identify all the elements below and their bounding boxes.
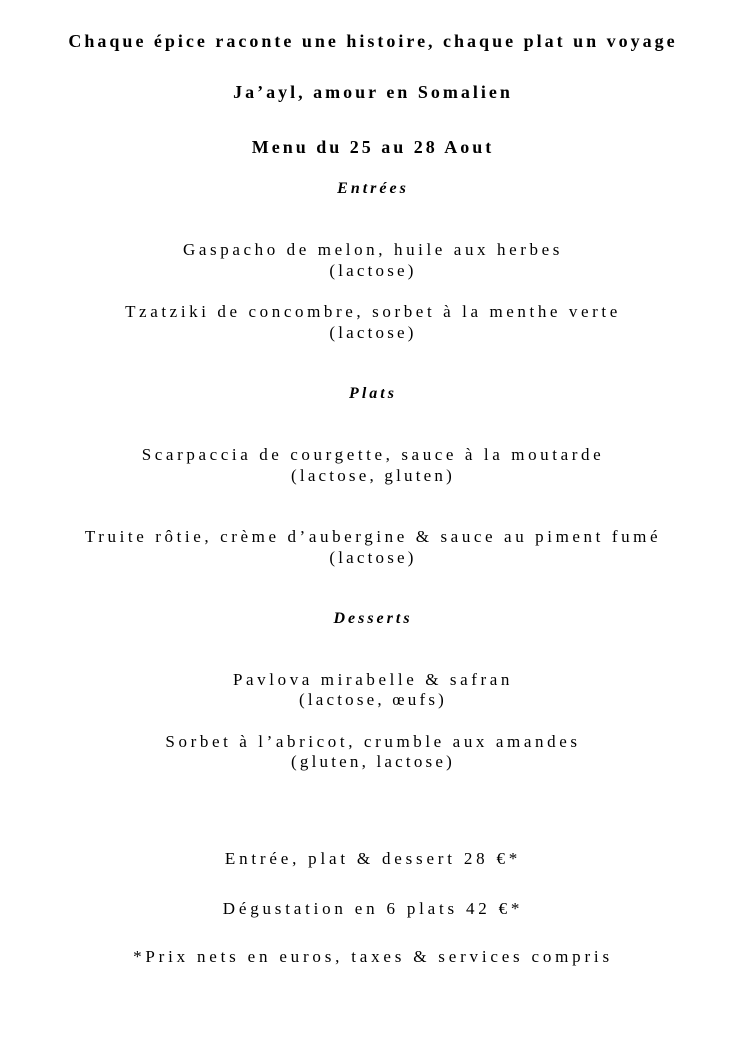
section-title-desserts: Desserts [333,610,413,627]
dish-name: Tzatziki de concombre, sorbet à la menthe verte [125,302,621,321]
dish-name: Pavlova mirabelle & safran [232,670,514,689]
section-title-plats: Plats [349,385,397,402]
tagline: Chaque épice raconte une histoire, chaque plat un voyage [68,31,678,51]
dish-allergens: (lactose, gluten) [291,466,455,485]
dish-name: Gaspacho de melon, huile aux herbes [183,240,563,259]
dish-allergens: (lactose, œufs) [298,690,448,709]
price-note: *Prix nets en euros, taxes & services compris [133,947,613,966]
dish-name: Sorbet à l’abricot, crumble aux amandes [165,732,581,751]
dish-allergens: (lactose) [329,261,417,280]
dish-allergens: (lactose) [329,323,417,342]
price-tasting: Dégustation en 6 plats 42 €* [222,899,524,918]
dish-name: Scarpaccia de courgette, sauce à la moutarde [141,445,605,464]
menu-dates: Menu du 25 au 28 Aout [251,137,495,157]
dish-name: Truite rôtie, crème d’aubergine & sauce au piment fumé [84,527,662,546]
dish-allergens: (gluten, lactose) [291,752,455,771]
price-formula: Entrée, plat & dessert 28 €* [224,849,522,868]
dish-allergens: (lactose) [329,548,417,567]
restaurant-name-line: Ja’ayl, amour en Somalien [233,82,513,102]
section-title-entrees: Entrées [337,180,409,197]
